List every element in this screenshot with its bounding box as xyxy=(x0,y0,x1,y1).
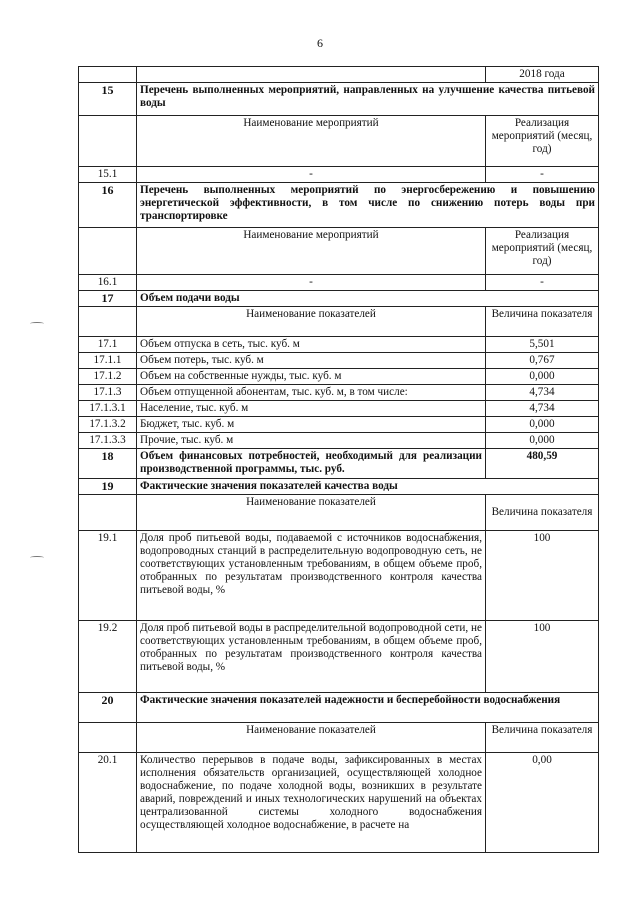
row-name: Бюджет, тыс. куб. м xyxy=(137,417,486,433)
row-value: 0,000 xyxy=(486,417,599,433)
margin-mark xyxy=(30,322,44,325)
row-name: - xyxy=(137,167,486,183)
row-number: 17.1.3.3 xyxy=(79,433,137,449)
empty-cell xyxy=(79,495,137,531)
row-name: Количество перерывов в подаче воды, зафиксированных в местах исполнения обязательств организацией, осуществляющей холодное водоснабжение, по подаче холодной воды, возникших в результате аварий, повреждений и иных технологических нарушений на объектах централизованной системы холодного водоснабжения осуществляющей холодное водоснабжение, в расчете на xyxy=(137,753,486,853)
row-number: 19.1 xyxy=(79,531,137,621)
row-number: 19.2 xyxy=(79,621,137,693)
margin-mark xyxy=(30,556,44,559)
empty-cell xyxy=(79,228,137,275)
row-number: 17.1.3 xyxy=(79,385,137,401)
section-title: Фактические значения показателей надежности и бесперебойности водоснабжения xyxy=(137,693,599,723)
section-number: 20 xyxy=(79,693,137,723)
row-name: Доля проб питьевой воды, подаваемой с источников водоснабжения, водопроводных станций в распределительную водопроводную сеть, не соответствующих установленным требованиям, в общем объеме проб, отобранных по результатам производственного контроля качества питьевой воды, % xyxy=(137,531,486,621)
row-value: 5,501 xyxy=(486,337,599,353)
row-number: 17.1.2 xyxy=(79,369,137,385)
row-value: 4,734 xyxy=(486,385,599,401)
section-number: 16 xyxy=(79,183,137,228)
column-header-value: Реализация мероприятий (месяц, год) xyxy=(486,228,599,275)
empty-cell xyxy=(79,307,137,337)
section-title: Перечень выполненных мероприятий по энергосбережению и повышению энергетической эффективности, в том числе по снижению потерь воды при транспортировке xyxy=(137,183,599,228)
row-value: 0,000 xyxy=(486,369,599,385)
row-name: Объем отпуска в сеть, тыс. куб. м xyxy=(137,337,486,353)
row-value: 0,767 xyxy=(486,353,599,369)
section-number: 18 xyxy=(79,449,137,479)
row-name: Население, тыс. куб. м xyxy=(137,401,486,417)
row-value: - xyxy=(486,275,599,291)
row-value: - xyxy=(486,167,599,183)
section-number: 17 xyxy=(79,291,137,307)
column-header-name: Наименование показателей xyxy=(137,307,486,337)
row-value: 100 xyxy=(486,621,599,693)
row-number: 17.1 xyxy=(79,337,137,353)
section-number: 15 xyxy=(79,83,137,116)
column-header-value: Величина показателя xyxy=(486,307,599,337)
column-header-value: Реализация мероприятий (месяц, год) xyxy=(486,116,599,167)
section-number: 19 xyxy=(79,479,137,495)
row-value: 100 xyxy=(486,531,599,621)
section-title: Объем подачи воды xyxy=(137,291,599,307)
section-title: Объем финансовых потребностей, необходимый для реализации производственной программы, тыс. руб. xyxy=(137,449,486,479)
column-header-name: Наименование показателей xyxy=(137,723,486,753)
section-title: Фактические значения показателей качества воды xyxy=(137,479,599,495)
row-name: Объем отпущенной абонентам, тыс. куб. м, в том числе: xyxy=(137,385,486,401)
row-name: Прочие, тыс. куб. м xyxy=(137,433,486,449)
empty-cell xyxy=(79,116,137,167)
page-number: 6 xyxy=(317,36,323,50)
row-name: Объем потерь, тыс. куб. м xyxy=(137,353,486,369)
row-number: 17.1.3.1 xyxy=(79,401,137,417)
row-number: 17.1.3.2 xyxy=(79,417,137,433)
row-number: 16.1 xyxy=(79,275,137,291)
row-value: 0,000 xyxy=(486,433,599,449)
column-header-name: Наименование мероприятий xyxy=(137,116,486,167)
report-table xyxy=(78,66,599,853)
row-value: 4,734 xyxy=(486,401,599,417)
row-value: 0,00 xyxy=(486,753,599,853)
column-header-name: Наименование мероприятий xyxy=(137,228,486,275)
empty-cell xyxy=(137,67,486,83)
section-title: Перечень выполненных мероприятий, направленных на улучшение качества питьевой воды xyxy=(137,83,599,116)
row-number: 20.1 xyxy=(79,753,137,853)
empty-cell xyxy=(79,723,137,753)
row-name: - xyxy=(137,275,486,291)
row-name: Объем на собственные нужды, тыс. куб. м xyxy=(137,369,486,385)
financial-needs-value: 480,59 xyxy=(486,449,599,479)
column-header-value: Величина показателя xyxy=(486,495,599,531)
column-header-name: Наименование показателей xyxy=(137,495,486,531)
empty-cell xyxy=(79,67,137,83)
year-header: 2018 года xyxy=(486,67,599,83)
row-number: 17.1.1 xyxy=(79,353,137,369)
row-name: Доля проб питьевой воды в распределительной водопроводной сети, не соответствующих установленным требованиям, в общем объеме проб, отобранных по результатам производственного контроля качества питьевой воды, % xyxy=(137,621,486,693)
column-header-value: Величина показателя xyxy=(486,723,599,753)
row-number: 15.1 xyxy=(79,167,137,183)
